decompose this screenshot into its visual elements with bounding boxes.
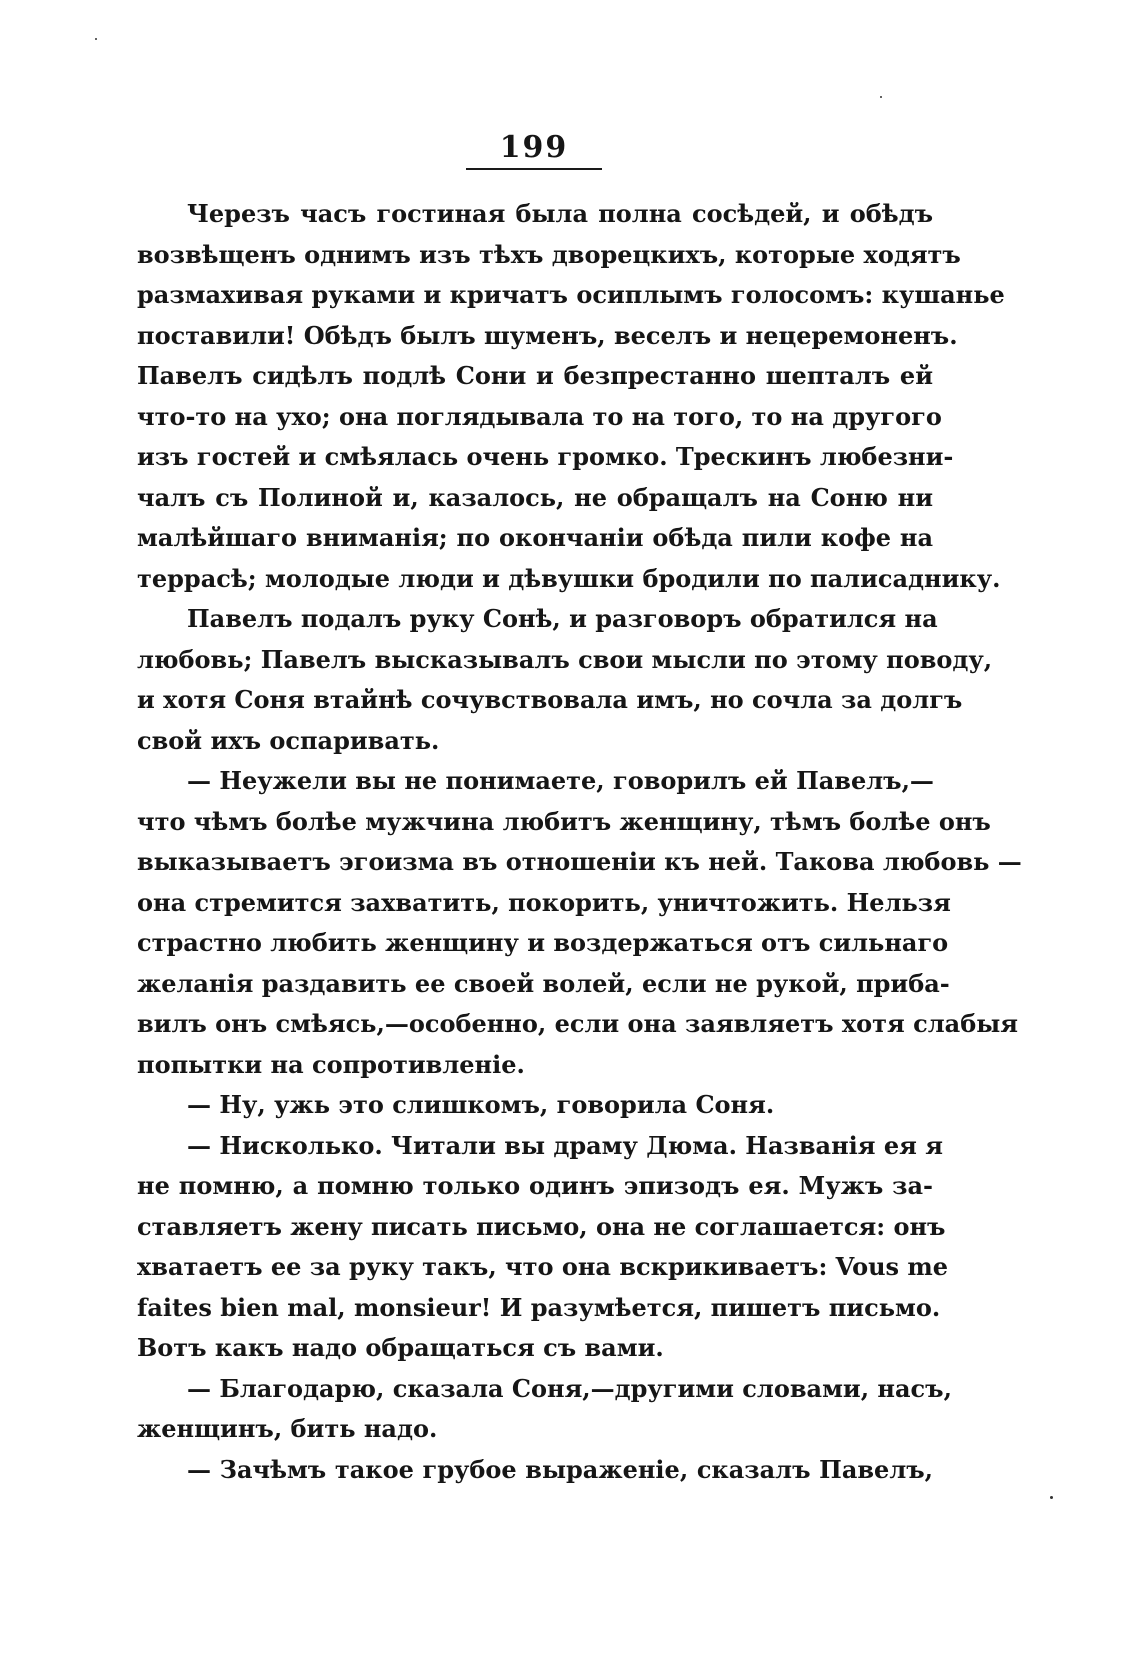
text-line: страстно любить женщину и воздержаться отъ сильнаго [137, 928, 949, 957]
text-line: что-то на ухо; она поглядывала то на того, то на другого [137, 401, 942, 431]
text-line: чалъ съ Полиной и, казалось, не обращалъ на Соню ни [137, 482, 933, 512]
scan-speck [1050, 1496, 1053, 1499]
text-line: Вотъ какъ надо обращаться съ вами. [137, 1333, 664, 1362]
text-line: — Зачѣмъ такое грубое выраженіе, сказалъ Павелъ, [187, 1454, 933, 1484]
text-line: не помню, а помню только одинъ эпизодъ ея. Мужъ за- [137, 1171, 933, 1200]
text-line: Черезъ часъ гостиная была полна сосѣдей, и обѣдъ [187, 199, 933, 228]
text-line: — Нисколько. Читали вы драму Дюма. Названія ея я [187, 1130, 943, 1160]
text-line: малѣйшаго вниманія; по окончаніи обѣда пили кофе на [137, 523, 933, 552]
text-line: — Ну, ужь это слишкомъ, говорила Соня. [187, 1090, 775, 1119]
text-line: размахивая руками и кричатъ осиплымъ голосомъ: кушанье [137, 280, 1005, 309]
text-line: и хотя Соня втайнѣ сочувствовала имъ, но сочла за долгъ [137, 685, 963, 714]
text-line: — Неужели вы не понимаете, говорилъ ей Павелъ,— [187, 766, 934, 795]
text-line: Павелъ подалъ руку Сонѣ, и разговоръ обратился на [187, 604, 938, 633]
page-number-rule [466, 168, 602, 170]
text-line: свой ихъ оспаривать. [137, 725, 440, 755]
text-line: возвѣщенъ однимъ изъ тѣхъ дворецкихъ, которые ходятъ [137, 239, 961, 269]
text-line: ставляетъ жену писать письмо, она не соглашается: онъ [137, 1211, 946, 1241]
text-line: она стремится захватить, покорить, уничтожить. Нельзя [137, 887, 951, 917]
scan-speck [95, 38, 97, 40]
text-line: что чѣмъ болѣе мужчина любитъ женщину, тѣмъ болѣе онъ [137, 806, 991, 836]
text-line: вилъ онъ смѣясь,—особенно, если она заявляетъ хотя слабыя [137, 1009, 1019, 1038]
text-line: попытки на сопротивленіе. [137, 1049, 525, 1079]
text-line: женщинъ, бить надо. [137, 1414, 438, 1443]
text-line: — Благодарю, сказала Соня,—другими словами, насъ, [187, 1373, 952, 1403]
text-line: faites bien mal, monsieur! И разумѣется, пишетъ письмо. [137, 1292, 941, 1322]
text-line: выказываетъ эгоизма въ отношеніи къ ней. Такова любовь — [137, 847, 1022, 876]
text-line: хватаетъ ее за руку такъ, что она вскрикиваетъ: Vous me [137, 1252, 949, 1281]
text-line: Павелъ сидѣлъ подлѣ Сони и безпрестанно шепталъ ей [137, 361, 933, 390]
body-text [137, 194, 1022, 1490]
text-line: поставили! Обѣдъ былъ шуменъ, веселъ и нецеремоненъ. [137, 320, 958, 350]
text-line: любовь; Павелъ высказывалъ свои мысли по этому поводу, [137, 644, 993, 674]
scan-speck [880, 96, 882, 98]
text-line: желанія раздавить ее своей волей, если не рукой, приба- [137, 968, 950, 998]
text-line: террасѣ; молодые люди и дѣвушки бродили по палисаднику. [137, 563, 1001, 593]
text-line: изъ гостей и смѣялась очень громко. Трескинъ любезни- [137, 442, 954, 471]
page-number: 199 [499, 130, 569, 165]
